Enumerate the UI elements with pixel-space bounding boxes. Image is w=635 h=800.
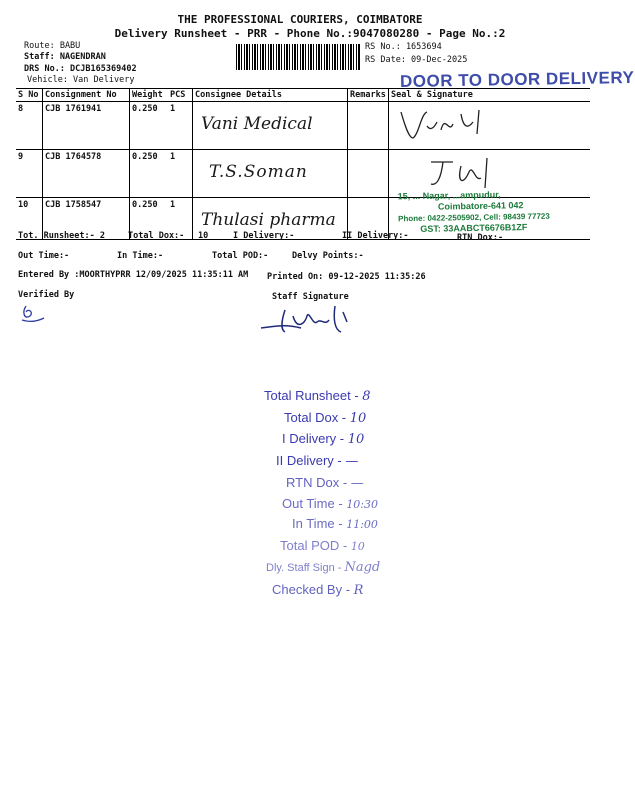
- col-seal-signature: Seal & Signature: [389, 89, 591, 102]
- cell-pcs: 1: [168, 102, 193, 150]
- slip-label: I Delivery -: [282, 431, 345, 446]
- cell-consignment: CJB 1764578: [43, 150, 130, 198]
- slip-row: [266, 560, 380, 575]
- cell-remarks: [348, 102, 389, 150]
- table-header-row: [16, 89, 590, 102]
- cell-signature: [389, 102, 591, 150]
- col-weight: Weight: [130, 89, 169, 102]
- slip-label: Total Dox -: [284, 410, 347, 425]
- slip-value: 10:30: [346, 498, 379, 511]
- staff-signature-label: Staff Signature: [272, 292, 349, 302]
- slip-label: Dly. Staff Sign -: [266, 562, 342, 574]
- staff-signature-mark: [255, 302, 365, 338]
- verified-by-label: Verified By: [18, 290, 75, 300]
- shop-stamp: [398, 189, 550, 236]
- slip-value: 10: [350, 540, 365, 553]
- cell-pcs: 1: [168, 198, 193, 240]
- total-pod-label: Total POD:-: [212, 251, 269, 261]
- entered-by: Entered By :MOORTHYPRR 12/09/2025 11:35:11 AM: [18, 270, 249, 280]
- i-delivery-label: I Delivery:-: [233, 231, 295, 241]
- rtn-dox-label: RTN Dox:-: [457, 233, 504, 243]
- slip-row: [272, 582, 363, 598]
- slip-row: [282, 431, 364, 447]
- slip-value: 11:00: [346, 518, 378, 531]
- shop-stamp-line3: Phone: 0422-2505902, Cell: 98439 77723: [398, 211, 550, 224]
- rs-date-label: RS Date: 09-Dec-2025: [365, 55, 468, 65]
- in-time-label: In Time:-: [117, 251, 164, 261]
- col-sno: S No: [16, 89, 43, 102]
- drs-no-label: DRS No.: DCJB165369402: [24, 64, 137, 74]
- delvy-points-label: Delvy Points:-: [292, 251, 364, 261]
- table-row: [16, 102, 590, 150]
- runsheet-subtitle: Delivery Runsheet - PRR - Phone No.:9047080280 - Page No.:2: [114, 27, 506, 40]
- slip-row: [286, 475, 364, 491]
- slip-value: 10: [347, 432, 365, 447]
- cell-sno: 8: [16, 102, 43, 150]
- signature-mark: [391, 152, 511, 192]
- slip-value: —: [345, 454, 359, 469]
- col-pcs: PCS: [168, 89, 193, 102]
- slip-label: Total Runsheet -: [264, 388, 359, 403]
- total-dox-value: 10: [198, 231, 209, 241]
- cell-remarks: [348, 150, 389, 198]
- slip-value: R: [353, 583, 364, 598]
- delivery-stamp: DOOR TO DOOR DELIVERY: [399, 67, 635, 92]
- slip-row: [264, 388, 371, 404]
- consignee-handwriting: Thulasi pharma: [201, 210, 336, 230]
- cell-weight: 0.250: [130, 198, 169, 240]
- slip-label: In Time -: [292, 516, 343, 531]
- barcode: [236, 44, 360, 70]
- slip-row: [276, 453, 358, 469]
- vehicle-label: Vehicle: Van Delivery: [27, 75, 135, 85]
- shop-stamp-line1: 15, ... Nagar, ...ampudur,: [397, 189, 501, 202]
- shop-stamp-line2: Coimbatore-641 042: [437, 200, 524, 212]
- slip-value: 8: [362, 389, 371, 404]
- cell-weight: 0.250: [130, 150, 169, 198]
- slip-row: [284, 410, 366, 426]
- slip-value: —: [350, 476, 364, 491]
- slip-value: Nagd: [344, 560, 381, 575]
- rs-no-label: RS No.: 1653694: [365, 42, 442, 52]
- col-consignee: Consignee Details: [193, 89, 348, 102]
- cell-pcs: 1: [168, 150, 193, 198]
- slip-row: [292, 516, 378, 531]
- col-remarks: Remarks: [348, 89, 389, 102]
- out-time-label: Out Time:-: [18, 251, 70, 261]
- company-title: THE PROFESSIONAL COURIERS, COIMBATORE: [177, 13, 423, 26]
- cell-sno: 9: [16, 150, 43, 198]
- ii-delivery-label: II Delivery:-: [342, 231, 409, 241]
- printed-on: Printed On: 09-12-2025 11:35:26: [267, 272, 426, 282]
- cell-consignment: CJB 1761941: [43, 102, 130, 150]
- consignee-handwriting: Vani Medical: [201, 114, 313, 134]
- slip-row: [282, 496, 378, 511]
- signature-mark: [391, 104, 511, 144]
- slip-label: Checked By -: [272, 582, 351, 597]
- cell-consignee: [193, 102, 348, 150]
- total-dox-label: Total Dox:-: [128, 231, 185, 241]
- slip-label: RTN Dox -: [286, 475, 348, 490]
- shop-stamp-line4: GST: 33AABCT6676B1ZF: [420, 222, 528, 234]
- cell-consignee: [193, 150, 348, 198]
- col-consignment: Consignment No: [43, 89, 130, 102]
- slip-row: [280, 538, 365, 553]
- tot-runsheet: Tot. Runsheet:- 2: [18, 231, 105, 241]
- cell-weight: 0.250: [130, 102, 169, 150]
- consignee-handwriting: T.S.Soman: [209, 162, 308, 182]
- cell-consignment: CJB 1758547: [43, 198, 130, 240]
- verified-signature: [18, 302, 48, 324]
- slip-label: II Delivery -: [276, 453, 342, 468]
- slip-value: 10: [349, 411, 367, 426]
- staff-label: Staff: NAGENDRAN: [24, 52, 106, 62]
- route-label: Route: BABU: [24, 41, 81, 51]
- slip-label: Total POD -: [280, 538, 348, 553]
- cell-sno: 10: [16, 198, 43, 240]
- slip-label: Out Time -: [282, 496, 343, 511]
